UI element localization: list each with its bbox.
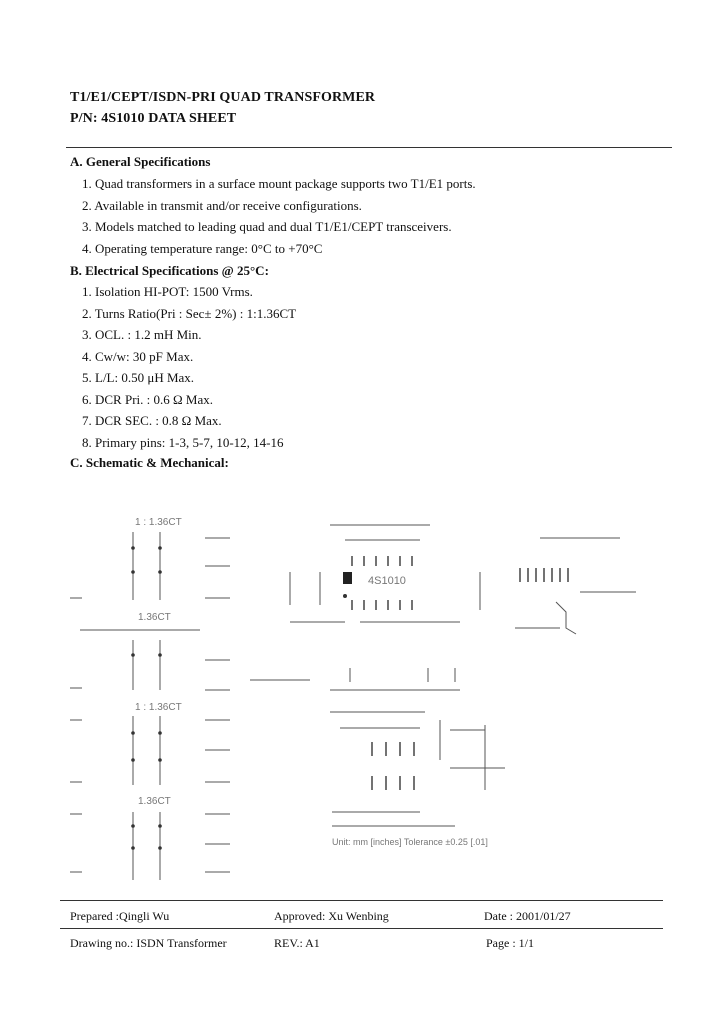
electrical-spec-item: 5. L/L: 0.50 μH Max.: [82, 370, 195, 385]
general-spec-heading: A. General Specifications: [70, 154, 211, 169]
general-spec-item: 3. Models matched to leading quad and dual T1/E1/CEPT transceivers.: [82, 219, 452, 234]
footer-divider-top: [60, 900, 663, 901]
package-side-view: [480, 538, 636, 634]
electrical-spec-item: 2. Turns Ratio(Pri : Sec± 2%) : 1:1.36CT: [82, 306, 297, 321]
turns-ratio-label: 1 : 1.36CT: [135, 517, 182, 528]
prepared-by: Prepared :Qingli Wu: [70, 909, 170, 923]
package-footprint: [250, 668, 505, 847]
general-spec-item: 4. Operating temperature range: 0°C to +70°C: [82, 241, 323, 256]
chip-marking: 4S1010: [368, 575, 406, 587]
header-divider: [66, 147, 672, 148]
drawing-number: Drawing no.: ISDN Transformer: [70, 936, 227, 950]
schematic-mechanical-drawing: [0, 480, 720, 900]
electrical-spec-item: 7. DCR SEC. : 0.8 Ω Max.: [82, 413, 222, 428]
footer-divider-middle: [60, 928, 663, 929]
turns-ratio-label: 1 : 1.36CT: [135, 702, 182, 713]
turns-ratio-label: 1.36CT: [138, 796, 171, 807]
document-title: T1/E1/CEPT/ISDN-PRI QUAD TRANSFORMER: [70, 90, 376, 105]
turns-ratio-label: 1.36CT: [138, 612, 171, 623]
schematic-heading: C. Schematic & Mechanical:: [70, 455, 229, 470]
electrical-spec-item: 6. DCR Pri. : 0.6 Ω Max.: [82, 392, 214, 407]
document-date: Date : 2001/01/27: [484, 909, 571, 923]
general-spec-item: 2. Available in transmit and/or receive configurations.: [82, 198, 362, 213]
unit-tolerance-note: Unit: mm [inches] Tolerance ±0.25 [.01]: [332, 837, 488, 847]
revision: REV.: A1: [274, 936, 320, 950]
electrical-spec-item: 3. OCL. : 1.2 mH Min.: [82, 327, 202, 342]
electrical-spec-item: 4. Cw/w: 30 pF Max.: [82, 349, 194, 364]
electrical-spec-item: 1. Isolation HI-POT: 1500 Vrms.: [82, 284, 253, 299]
part-number: P/N: 4S1010 DATA SHEET: [70, 111, 237, 126]
general-spec-item: 1. Quad transformers in a surface mount package supports two T1/E1 ports.: [82, 176, 476, 191]
page-number: Page : 1/1: [486, 936, 534, 950]
transformer-schematic: [70, 517, 230, 880]
package-top-view: [290, 525, 460, 622]
approved-by: Approved: Xu Wenbing: [274, 909, 389, 923]
electrical-spec-heading: B. Electrical Specifications @ 25°C:: [70, 263, 269, 278]
electrical-spec-item: 8. Primary pins: 1-3, 5-7, 10-12, 14-16: [82, 435, 284, 450]
